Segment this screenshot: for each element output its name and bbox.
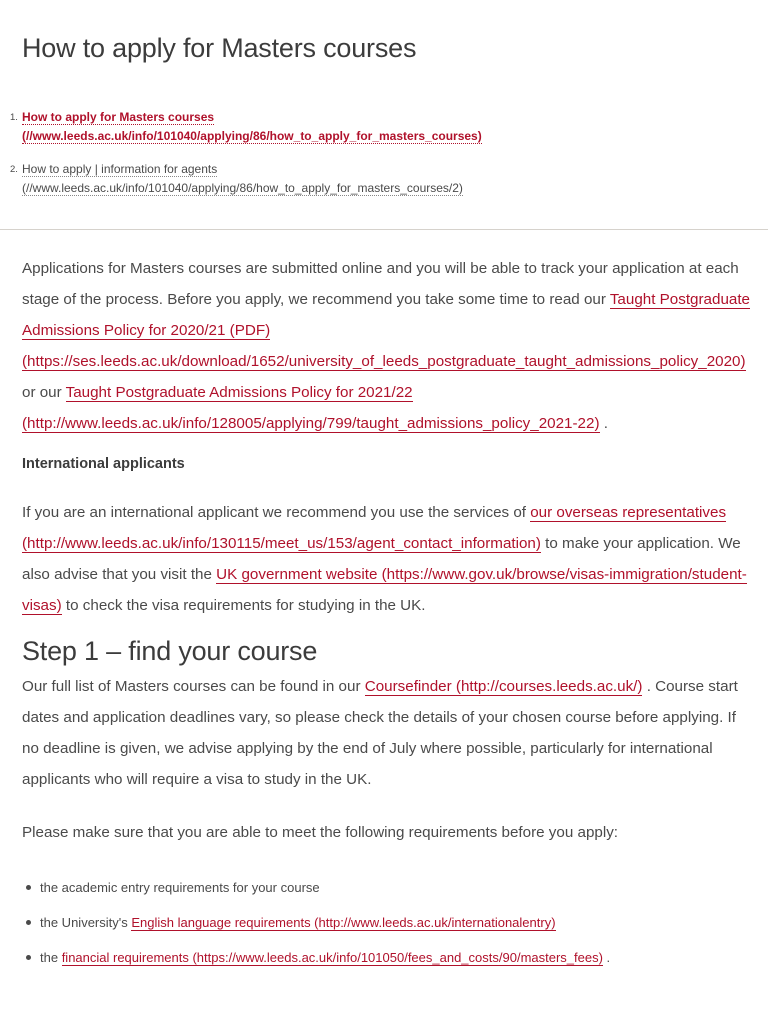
list-item [40,870,752,905]
page-title: How to apply for Masters courses [22,33,417,63]
toc-link-title: How to apply | information for agents [22,162,218,176]
toc-item-1 [0,108,768,146]
admissions-policy-2021-link[interactable]: Taught Postgraduate Admissions Policy for 2021/22 (http://www.leeds.ac.uk/info/128005/applying/799/taught_admissions_policy_2021-22) [22,384,600,432]
toc-item-2 [0,160,768,198]
toc-link-url: (//www.leeds.ac.uk/info/101040/applying/86/how_to_apply_for_masters_courses) [22,129,482,143]
admissions-policy-2020-link[interactable]: Taught Postgraduate Admissions Policy for 2020/21 (PDF) (https://ses.leeds.ac.uk/download/1652/university_of_leeds_postgraduate_taught_admissions_policy_2020) [22,291,751,370]
requirement-text: the academic entry requirements for your course [40,880,320,895]
step1-text: Our full list of Masters courses can be found in our [22,678,365,695]
international-paragraph [22,497,752,621]
international-text: to make your application. We also advise that you visit the [22,535,741,583]
requirements-list [22,870,752,975]
financial-requirements-link[interactable]: financial requirements (https://www.leeds.ac.uk/info/101050/fees_and_costs/90/masters_fees) [61,950,603,965]
toc-link-1[interactable] [22,110,482,144]
intro-text: Applications for Masters courses are submitted online and you will be able to track your application at each stage of the process. Before you apply, we recommend you take some time to read our [22,260,739,308]
section-divider [0,229,768,230]
uk-government-link[interactable]: UK government website (https://www.gov.uk/browse/visas-immigration/student-visas) [22,566,747,614]
toc-link-2[interactable] [22,162,463,196]
intro-text: or our [22,384,66,401]
international-heading: International applicants [22,456,185,472]
step1-text: . Course start dates and application deadlines vary, so please check the details of your chosen course before applying. If no deadline is given, we advise applying by the end of July where possible, particularly for international applicants who will require a visa to study in the UK. [22,678,738,788]
main-content [22,253,752,975]
international-text: to check the visa requirements for studying in the UK. [61,597,426,614]
overseas-representatives-link[interactable]: our overseas representatives (http://www.leeds.ac.uk/info/130115/meet_us/153/agent_contact_information) [22,504,727,552]
step1-heading: Step 1 – find your course [22,636,318,666]
requirement-text: the [40,950,62,965]
toc-link-url: (//www.leeds.ac.uk/info/101040/applying/86/how_to_apply_for_masters_courses/2) [22,181,463,195]
requirement-text: . [602,950,611,965]
intro-text: . [599,415,608,432]
toc-number: 2. [10,164,18,175]
toc-number: 1. [10,112,18,123]
list-item [40,905,752,940]
requirements-intro: Please make sure that you are able to meet the following requirements before you apply: [22,824,619,841]
step1-paragraph [22,671,752,795]
table-of-contents [0,108,768,212]
requirement-text: the University's [40,915,132,930]
coursefinder-link[interactable]: Coursefinder (http://courses.leeds.ac.uk/) [364,678,643,695]
intro-paragraph [22,253,752,439]
international-text: If you are an international applicant we recommend you use the services of [22,504,531,521]
list-item [40,940,752,975]
english-language-requirements-link[interactable]: English language requirements (http://www.leeds.ac.uk/internationalentry) [131,915,556,930]
toc-link-title: How to apply for Masters courses [22,110,215,124]
